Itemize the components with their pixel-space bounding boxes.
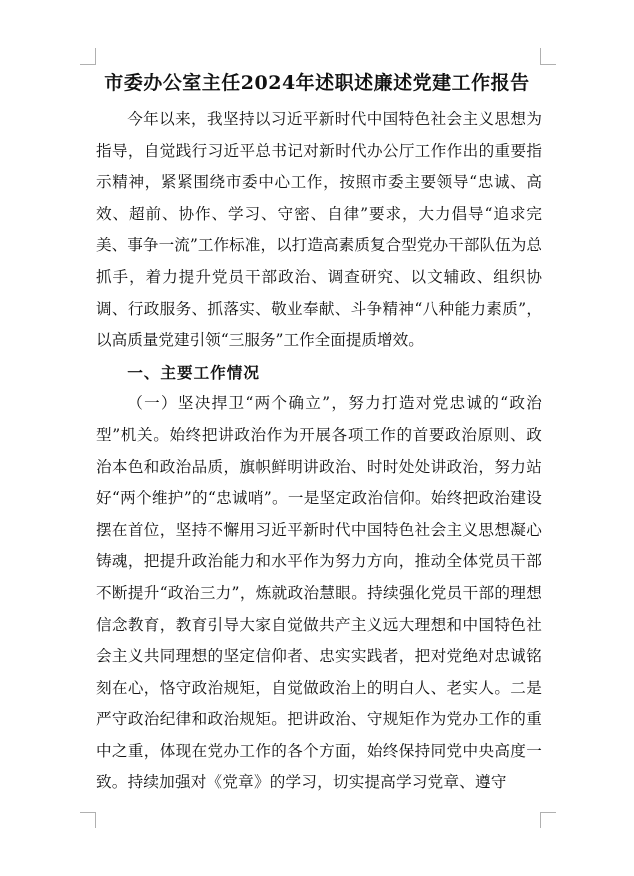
crop-mark-bottom-right-v xyxy=(540,812,541,828)
intro-paragraph: 今年以来，我坚持以习近平新时代中国特色社会主义思想为指导，自觉践行习近平总书记对新时代办公厅工作作出的重要指示精神，紧紧围绕市委中心工作，按照市委主要领导“忠诚、高效、超前、协作、学习、守密、自律”要求，大力倡导“追求完美、事争一流”工作标准，以打造高素质复合型党办干部队伍为总抓手，着力提升党员干部政治、调查研究、以文辅政、组织协调、行政服务、抓落实、敬业奉献、斗争精神“八种能力素质”，以高质量党建引领“三服务”工作全面提质增效。 xyxy=(96,110,542,350)
section-heading: 一、主要工作情况 xyxy=(127,362,260,382)
crop-mark-top-right-v xyxy=(540,48,541,64)
document-title: 市委办公室主任2024年述职述廉述党建工作报告 xyxy=(104,72,530,94)
crop-mark-top-left-h xyxy=(80,64,96,65)
crop-mark-bottom-right-h xyxy=(540,812,556,813)
body-paragraph: （一）坚决捍卫“两个确立”，努力打造对党忠诚的“政治型”机关。始终把讲政治作为开展各项工作的首要政治原则、政治本色和政治品质，旗帜鲜明讲政治、时时处处讲政治，努力站好“两个维护”的“忠诚哨”。一是坚定政治信仰。始终把政治建设摆在首位，坚持不懈用习近平新时代中国特色社会主义思想凝心铸魂，把提升政治能力和水平作为努力方向，推动全体党员干部不断提升“政治三力”，炼就政治慧眼。持续强化党员干部的理想信念教育，教育引导大家自觉做共产主义远大理想和中国特色社会主义共同理想的坚定信仰者、忠实实践者，把对党绝对忠诚铭刻在心，恪守政治规矩，自觉做政治上的明白人、老实人。二是严守政治纪律和政治规矩。把讲政治、守规矩作为党办工作的重中之重，体现在党办工作的各个方面，始终保持同党中央高度一致。持续加强对《党章》的学习，切实提高学习党章、遵守 xyxy=(96,394,542,792)
document-body xyxy=(96,104,542,799)
crop-mark-bottom-left-v xyxy=(95,812,96,828)
crop-mark-top-right-h xyxy=(540,64,556,65)
crop-mark-top-left-v xyxy=(95,48,96,64)
crop-mark-bottom-left-h xyxy=(80,812,96,813)
